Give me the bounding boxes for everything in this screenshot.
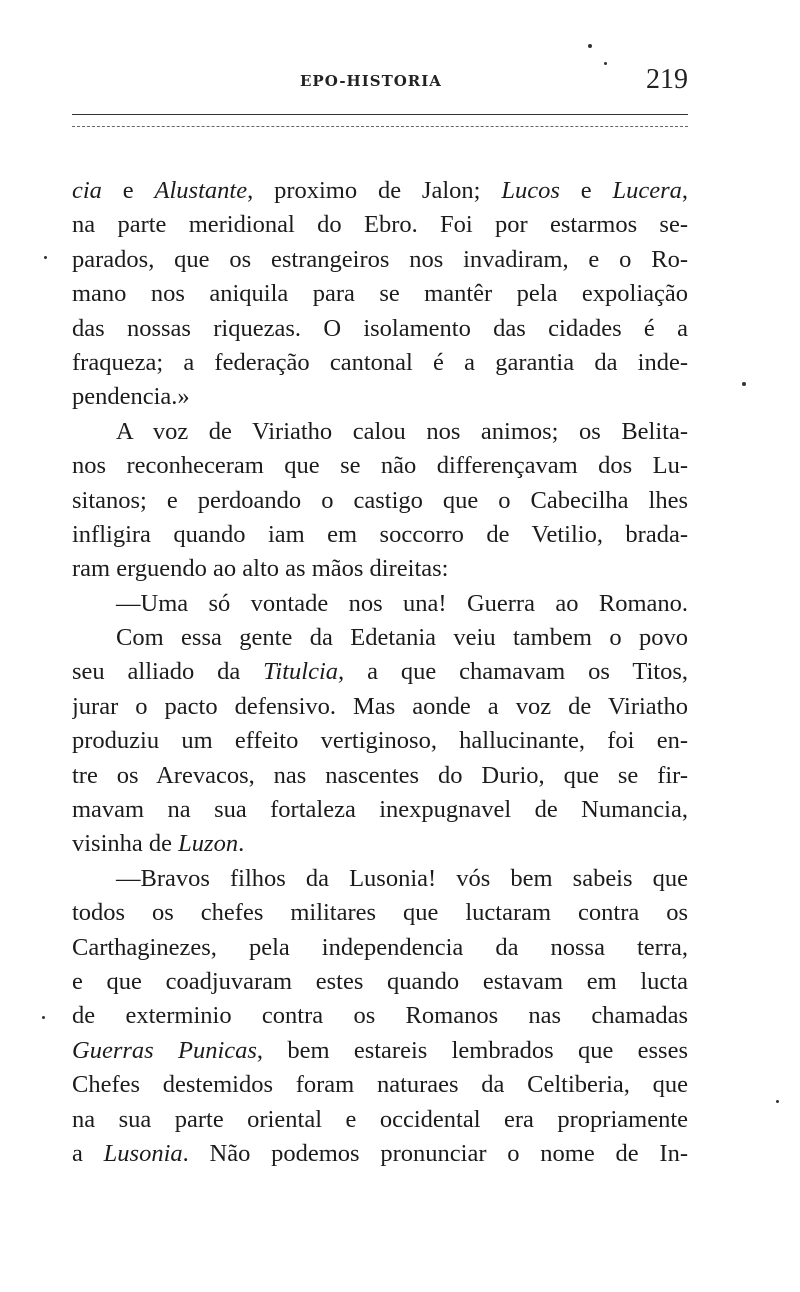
text-run: mavam na sua fortaleza inexpugnavel de Numancia, xyxy=(72,796,688,824)
text-run: de exterminio contra os Romanos nas chamadas xyxy=(72,1002,688,1030)
print-speck xyxy=(776,1100,779,1103)
header-rule xyxy=(72,114,688,115)
text-line xyxy=(72,552,688,586)
text-line xyxy=(72,243,688,277)
text-run: sitanos; e perdoando o castigo que o Cabecilha lhes xyxy=(72,486,688,514)
text-line xyxy=(72,174,688,208)
text-line xyxy=(72,931,688,965)
text-line xyxy=(72,1103,688,1137)
text-line xyxy=(72,621,688,655)
text-line xyxy=(72,346,688,380)
text-line xyxy=(72,484,688,518)
text-run: A voz de Viriatho calou nos animos; os Belita- xyxy=(116,417,688,445)
text-run: na sua parte oriental e occidental era propriamente xyxy=(72,1105,688,1133)
text-line xyxy=(72,312,688,346)
italic-text: Lucera xyxy=(612,177,682,204)
text-run: nos reconheceram que se não differençavam dos Lu- xyxy=(72,452,688,480)
text-run: Carthaginezes, pela independencia da nossa terra, xyxy=(72,933,688,961)
text-line xyxy=(72,449,688,483)
running-header: EPO-HISTORIA xyxy=(300,72,442,90)
text-run: jurar o pacto defensivo. Mas aonde a voz de Viriatho xyxy=(72,692,688,720)
text-line xyxy=(72,1034,688,1068)
text-run: todos os chefes militares que luctaram contra os xyxy=(72,899,688,927)
text-line xyxy=(72,724,688,758)
print-speck xyxy=(604,62,607,65)
text-line xyxy=(72,759,688,793)
text-run: e xyxy=(101,177,155,204)
text-line xyxy=(72,965,688,999)
text-run: Com essa gente da Edetania veiu tambem o povo xyxy=(116,624,688,652)
text-line xyxy=(72,380,688,414)
print-speck xyxy=(742,382,746,386)
italic-text: Luzon xyxy=(178,830,239,858)
body-text xyxy=(72,174,688,1171)
text-line xyxy=(72,415,688,449)
text-run: produziu um effeito vertiginoso, hallucinante, foi en- xyxy=(72,727,688,755)
text-line xyxy=(72,518,688,552)
text-run: mano nos aniquila para se mantêr pela expoliação xyxy=(72,280,688,308)
text-line xyxy=(72,690,688,724)
text-run: pendencia.» xyxy=(72,383,190,411)
text-line xyxy=(72,277,688,311)
print-speck xyxy=(44,256,47,259)
text-run: tre os Arevacos, nas nascentes do Durio, que se fir- xyxy=(72,761,688,789)
text-line xyxy=(72,862,688,896)
text-line xyxy=(72,793,688,827)
text-line xyxy=(72,587,688,621)
text-run: e que coadjuvaram estes quando estavam em lucta xyxy=(72,967,688,995)
text-run: visinha de xyxy=(72,830,179,858)
italic-text: Guerras Punicas xyxy=(72,1036,257,1064)
text-run: das nossas riquezas. O isolamento das cidades é a xyxy=(72,314,688,342)
text-run: —Uma só vontade nos una! Guerra ao Romano. xyxy=(116,589,688,617)
italic-text: Titulcia, xyxy=(263,658,345,686)
text-run: , proximo de Jalon; xyxy=(247,177,502,204)
text-run: infligira quando iam em soccorro de Vetilio, brada- xyxy=(72,520,688,548)
print-speck xyxy=(588,44,592,48)
text-run: a que chamavam os Titos, xyxy=(344,658,688,686)
text-run: seu alliado da xyxy=(72,658,264,686)
text-line xyxy=(72,1068,688,1102)
italic-text: Lucos xyxy=(501,177,560,204)
header-rule-secondary xyxy=(72,126,688,127)
text-line xyxy=(72,827,688,861)
text-run: Chefes destemidos foram naturaes da Celtiberia, que xyxy=(72,1071,688,1099)
text-line xyxy=(72,999,688,1033)
text-line xyxy=(72,208,688,242)
text-run: fraqueza; a federação cantonal é a garantia da inde- xyxy=(72,348,688,376)
text-run: ram erguendo ao alto as mãos direitas: xyxy=(72,555,449,583)
text-run: . xyxy=(238,830,245,858)
text-line xyxy=(72,655,688,689)
text-run: , bem estareis lembrados que esses xyxy=(256,1036,688,1064)
italic-text: cia xyxy=(72,177,102,204)
italic-text: Lusonia xyxy=(103,1139,183,1167)
text-run: . Não podemos pronunciar o nome de In- xyxy=(182,1139,688,1167)
text-line xyxy=(72,896,688,930)
text-run: , xyxy=(681,177,688,204)
text-run: a xyxy=(72,1139,104,1167)
page-number: 219 xyxy=(646,64,688,95)
text-run: na parte meridional do Ebro. Foi por estarmos se- xyxy=(72,211,688,239)
print-speck xyxy=(42,1016,45,1019)
italic-text: Alustante xyxy=(154,177,248,204)
text-line xyxy=(72,1137,688,1171)
text-run: e xyxy=(559,177,613,204)
text-run: parados, que os estrangeiros nos invadiram, e o Ro- xyxy=(72,245,688,273)
text-run: —Bravos filhos da Lusonia! vós bem sabeis que xyxy=(116,864,688,892)
